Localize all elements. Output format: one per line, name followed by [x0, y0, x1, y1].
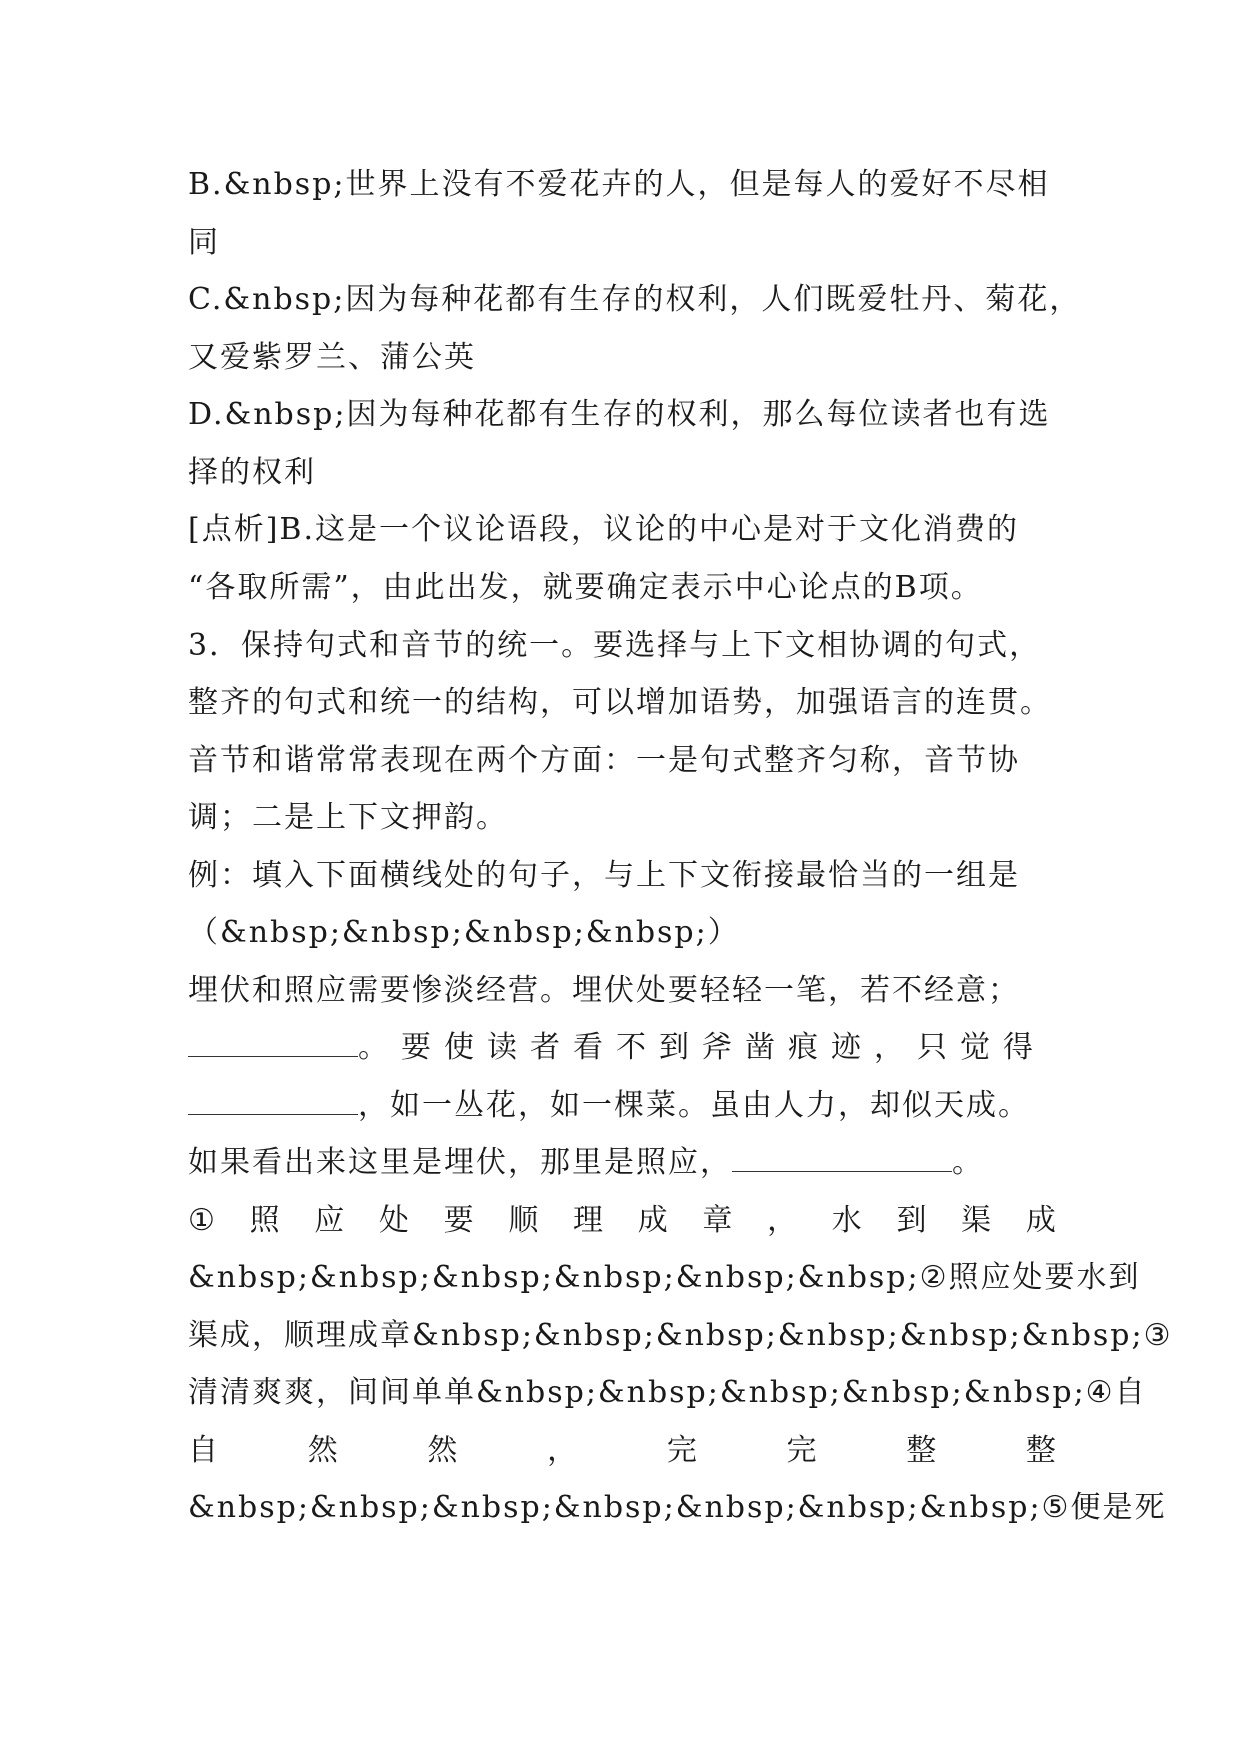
- option-char: ①: [188, 1203, 217, 1238]
- text-before-blank: 如果看出来这里是埋伏，那里是照应，: [188, 1145, 732, 1180]
- text-line: 同: [188, 225, 220, 260]
- text-line: 整齐的句式和统一的结构，可以增加语势，加强语言的连贯。: [188, 685, 1052, 720]
- blank-line-2: [188, 1077, 1073, 1135]
- blank-line-1: [188, 1019, 1058, 1077]
- option-char: 到: [896, 1203, 929, 1238]
- option-char: 成: [1025, 1203, 1058, 1238]
- text-line: 例：填入下面横线处的句子，与上下文衔接最恰当的一组是: [188, 858, 1020, 893]
- option-line-2: &nbsp;&nbsp;&nbsp;&nbsp;&nbsp;&nbsp;②照应处要水到: [188, 1260, 1141, 1295]
- option-char: ，: [767, 1203, 800, 1238]
- text-line: C.&nbsp;因为每种花都有生存的权利，人们既爱牡丹、菊花，: [188, 282, 1082, 317]
- fill-in-blank[interactable]: [188, 1084, 358, 1115]
- option-line-3: 渠成，顺理成章&nbsp;&nbsp;&nbsp;&nbsp;&nbsp;&nbsp;③: [188, 1318, 1173, 1353]
- text-after-blank: 。要使读者看不到斧凿痕迹，只觉得: [358, 1030, 1046, 1065]
- option-char: 整: [1025, 1433, 1058, 1468]
- option-char: 整: [906, 1433, 939, 1468]
- option-char: 自: [188, 1433, 220, 1468]
- option-char: 完: [666, 1433, 699, 1468]
- option-char: 渠: [961, 1203, 994, 1238]
- option-char: 顺: [508, 1203, 541, 1238]
- option-char: 要: [443, 1203, 476, 1238]
- option-char: 然: [427, 1433, 460, 1468]
- text-line: 音节和谐常常表现在两个方面：一是句式整齐匀称，音节协: [188, 743, 1020, 778]
- text-line: “各取所需”，由此出发，就要确定表示中心论点的B项。: [188, 570, 983, 605]
- option-char: 然: [307, 1433, 340, 1468]
- option-char: ，: [547, 1433, 580, 1468]
- fill-in-blank[interactable]: [188, 1026, 358, 1057]
- option-line-5: [188, 1422, 1058, 1480]
- text-line: [点析]B.这是一个议论语段，议论的中心是对于文化消费的: [188, 512, 1019, 547]
- text-line: 调；二是上下文押韵。: [188, 800, 508, 835]
- option-char: 完: [786, 1433, 819, 1468]
- option-char: 处: [378, 1203, 411, 1238]
- option-line-1: [188, 1192, 1058, 1250]
- fill-in-blank[interactable]: [732, 1141, 952, 1172]
- option-char: 理: [573, 1203, 606, 1238]
- text-after-blank: ，如一丛花，如一棵菜。虽由人力，却似天成。: [358, 1088, 1030, 1123]
- text-line: 3．保持句式和音节的统一。要选择与上下文相协调的句式，: [188, 628, 1042, 663]
- option-line-4: 清清爽爽，间间单单&nbsp;&nbsp;&nbsp;&nbsp;&nbsp;④自: [188, 1375, 1147, 1410]
- option-char: 章: [702, 1203, 735, 1238]
- option-char: 应: [314, 1203, 347, 1238]
- text-after-blank: 。: [952, 1145, 984, 1180]
- blank-line-3: [188, 1134, 1058, 1192]
- text-line: 又爱紫罗兰、蒲公英: [188, 340, 476, 375]
- text-line: 埋伏和照应需要惨淡经营。埋伏处要轻轻一笔，若不经意；: [188, 973, 1020, 1008]
- option-line-6: &nbsp;&nbsp;&nbsp;&nbsp;&nbsp;&nbsp;&nbsp;⑤便是死: [188, 1490, 1167, 1525]
- option-char: 成: [637, 1203, 670, 1238]
- text-line: 择的权利: [188, 455, 316, 490]
- text-line: B.&nbsp;世界上没有不爱花卉的人，但是每人的爱好不尽相: [188, 167, 1050, 202]
- option-char: 水: [831, 1203, 864, 1238]
- text-line: （&nbsp;&nbsp;&nbsp;&nbsp;）: [188, 915, 740, 950]
- option-char: 照: [249, 1203, 282, 1238]
- text-line: D.&nbsp;因为每种花都有生存的权利，那么每位读者也有选: [188, 397, 1051, 432]
